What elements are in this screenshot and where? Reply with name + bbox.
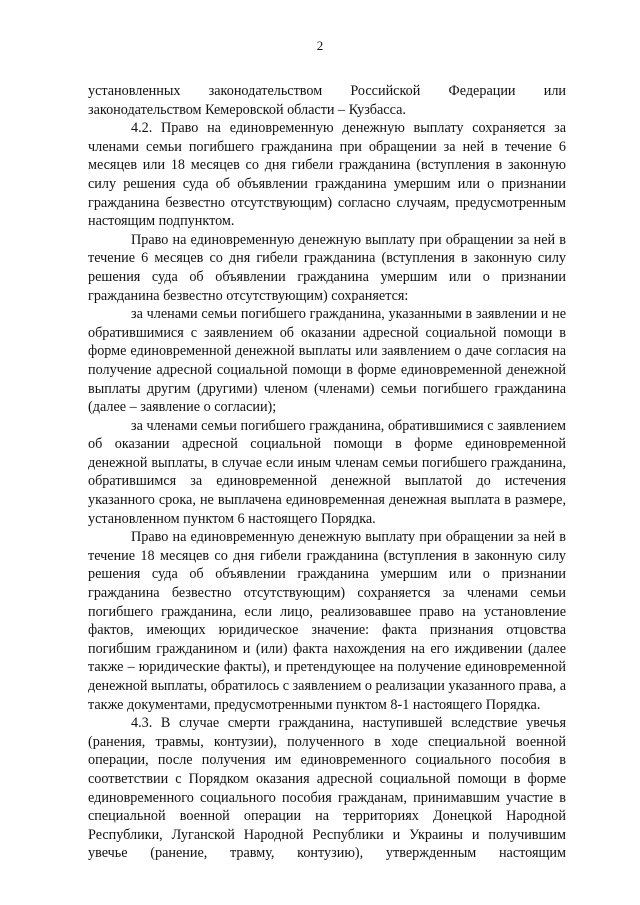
paragraph-applied: за членами семьи погибшего гражданина, обратившимися с заявлением об оказании адресной социальной помощи в форме единовременной денежной выплаты, в случае если иным членам семьи погибшего гражданина, обратившимся за единовременной денежной выплатой до истечения указанного срока, не выплачена единовременная денежная выплата в размере, установленном пунктом 6 настоящего Порядка. — [88, 417, 566, 527]
paragraph-4-2: 4.2. Право на единовременную денежную выплату сохраняется за членами семьи погибшего гражданина при обращении за ней в течение 6 месяцев или 18 месяцев со дня гибели гражданина (вступления в законную силу решения суда об объявлении гражданина умершим или о признании гражданина безвестно отсутствующим) согласно случаям, предусмотренным настоящим подпунктом. — [88, 120, 566, 230]
paragraph-18-months: Право на единовременную денежную выплату при обращении за ней в течение 18 месяцев со дня гибели гражданина (вступления в законную силу решения суда об объявлении гражданина умершим или о признании гражданина безвестно отсутствующим) сохраняется за членами семьи погибшего гражданина, если лицо, реализовавшее право на установление фактов, имеющих юридическое значение: факта признания отцовства погибшим гражданином и (или) факта нахождения на его иждивении (далее также – юридические факты), и претендующее на получение единовременной денежной выплаты, обратилось с заявлением о реализации указанного права, а также документами, предусмотренными пунктом 8-1 настоящего Порядка. — [88, 529, 566, 713]
page-number: 2 — [316, 38, 324, 53]
paragraph-not-applied: за членами семьи погибшего гражданина, указанными в заявлении и не обратившимися с заявлением об оказании адресной социальной помощи в форме единовременной денежной выплаты или заявлением о даче согласия на получение адресной социальной помощи в форме единовременной денежной выплаты другим (другими) членом (членами) семьи погибшего гражданина (далее – заявление о согласии); — [88, 306, 566, 416]
paragraph-4-3: 4.3. В случае смерти гражданина, наступившей вследствие увечья (ранения, травмы, контузии), полученного в ходе специальной военной операции, после получения им единовременного социального пособия в соответствии с Порядком оказания адресной социальной помощи в форме единовременного социального пособия гражданам, принимавшим участие в специальной военной операции на территориях Донецкой Народной Республики, Луганской Народной Республики и Украины и получившим увечье (ранение, травму, контузию), утвержденным настоящим — [88, 715, 566, 862]
paragraph-6-months: Право на единовременную денежную выплату при обращении за ней в течение 6 месяцев со дня гибели гражданина (вступления в законную силу решения суда об объявлении гражданина умершим или о признании гражданина безвестно отсутствующим) сохраняется: — [88, 231, 566, 304]
document-body — [88, 82, 566, 863]
paragraph-continuation: установленных законодательством Российской Федерации или законодательством Кемеровской области – Кузбасса. — [88, 83, 566, 118]
